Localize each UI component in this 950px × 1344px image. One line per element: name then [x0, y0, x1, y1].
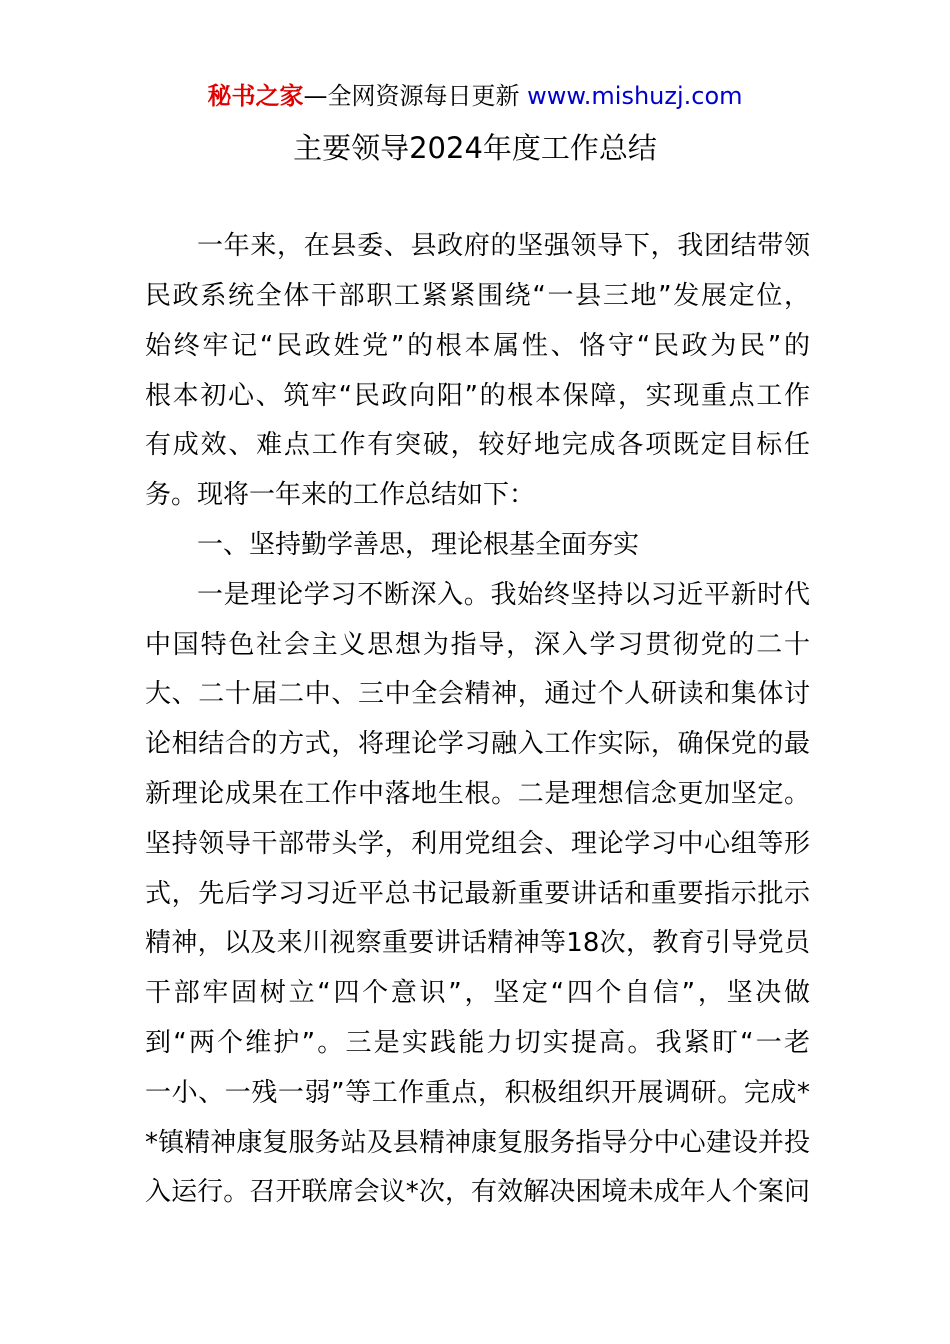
paragraph-line: *镇精神康复服务站及县精神康复服务指导分中心建设并投: [145, 1128, 810, 1158]
paragraph-line: 论相结合的方式，将理论学习融入工作实际，确保党的最: [145, 729, 810, 759]
paragraph-line: 根本初心、筑牢“民政向阳”的根本保障，实现重点工作: [145, 381, 810, 411]
paragraph-line: 始终牢记“民政姓党”的根本属性、恪守“民政为民”的: [145, 331, 810, 361]
paragraph-line: 干部牢固树立“四个意识”，坚定“四个自信”，坚决做: [145, 978, 810, 1008]
paragraph-line: 中国特色社会主义思想为指导，深入学习贯彻党的二十: [145, 630, 810, 660]
paragraph-line: 一年来，在县委、县政府的坚强领导下，我团结带领: [197, 231, 810, 261]
paragraph-line: 务。现将一年来的工作总结如下：: [145, 480, 536, 510]
site-brand: 秘书之家: [207, 82, 304, 110]
paragraph-line: 式，先后学习习近平总书记最新重要讲话和重要指示批示: [145, 879, 810, 909]
paragraph-line: 入运行。召开联席会议*次，有效解决困境未成年人个案问: [145, 1177, 810, 1207]
paragraph-line: 一是理论学习不断深入。我始终坚持以习近平新时代: [197, 580, 810, 610]
paragraph-line: 坚持领导干部带头学，利用党组会、理论学习中心组等形: [145, 829, 810, 859]
paragraph-line: 民政系统全体干部职工紧紧围绕“一县三地”发展定位，: [145, 281, 810, 311]
document-title: 主要领导2024年度工作总结: [293, 131, 657, 165]
paragraph-line: 有成效、难点工作有突破，较好地完成各项既定目标任: [145, 430, 810, 460]
site-url-link[interactable]: www.mishuzj.com: [527, 82, 743, 110]
site-slogan: —全网资源每日更新: [303, 82, 528, 110]
paragraph-line: 一小、一残一弱”等工作重点，积极组织开展调研。完成*: [145, 1078, 810, 1108]
paragraph-line: 新理论成果在工作中落地生根。二是理想信念更加坚定。: [145, 779, 810, 809]
paragraph-line: 大、二十届二中、三中全会精神，通过个人研读和集体讨: [145, 679, 810, 709]
paragraph-line: 精神，以及来川视察重要讲话精神等18次，教育引导党员: [145, 928, 810, 958]
section-heading: 一、坚持勤学善思，理论根基全面夯实: [197, 530, 640, 560]
site-header: [0, 80, 950, 112]
paragraph-line: 到“两个维护”。三是实践能力切实提高。我紧盯“一老: [145, 1028, 810, 1058]
